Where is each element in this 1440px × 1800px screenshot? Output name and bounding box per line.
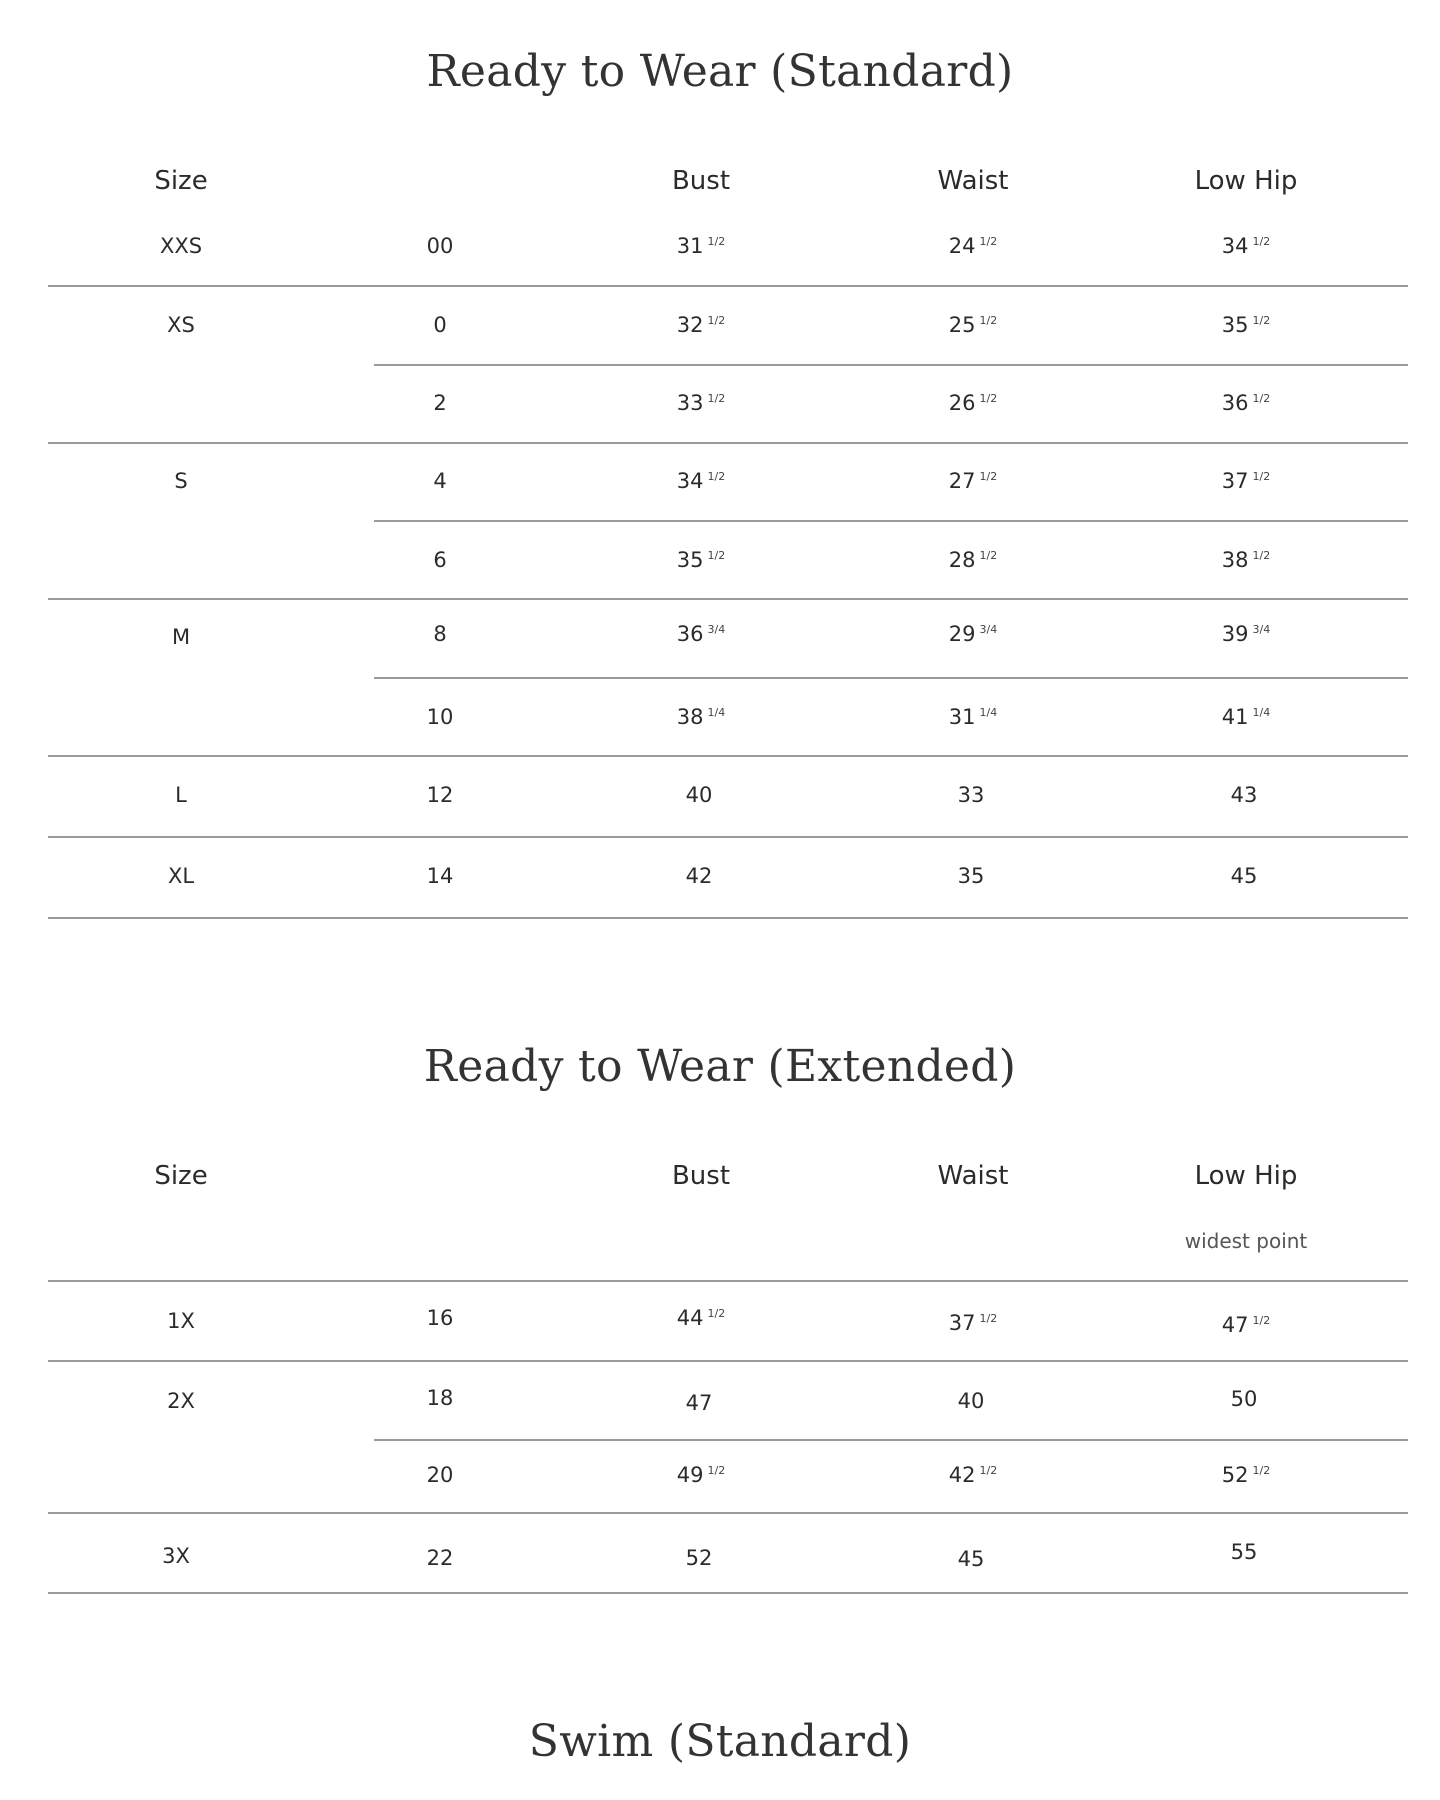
numeric-size: 14 xyxy=(426,864,454,888)
numeric-size: 00 xyxy=(426,234,454,258)
size-label: M xyxy=(171,625,191,649)
row-divider xyxy=(48,285,1408,287)
row-divider xyxy=(48,598,1408,600)
row-divider xyxy=(374,1439,1408,1441)
bust-value: 47 xyxy=(685,1391,713,1415)
header-low-hip: Low Hip xyxy=(1194,1161,1298,1191)
size-label: 2X xyxy=(167,1389,195,1413)
waist-value: 42 $^{1/2}$ xyxy=(948,1463,998,1487)
waist-value: 25 $^{1/2}$ xyxy=(948,313,998,337)
hip-value: 39 $^{3/4}$ xyxy=(1221,622,1271,646)
size-label: XS xyxy=(167,313,195,337)
numeric-size: 8 xyxy=(433,622,447,646)
numeric-size: 10 xyxy=(426,705,454,729)
size-label: XXS xyxy=(159,234,203,258)
numeric-size: 6 xyxy=(433,548,447,572)
row-divider xyxy=(374,364,1408,366)
size-label: 1X xyxy=(167,1309,195,1333)
header-waist: Waist xyxy=(937,166,1009,196)
header-bust: Bust xyxy=(671,1161,731,1191)
row-divider xyxy=(48,1360,1408,1362)
waist-value: 24 $^{1/2}$ xyxy=(948,234,998,258)
bust-value: 40 xyxy=(685,783,713,807)
waist-value: 27 $^{1/2}$ xyxy=(948,469,998,493)
waist-value: 40 xyxy=(957,1389,985,1413)
bust-value: 44 $^{1/2}$ xyxy=(676,1306,726,1330)
row-divider xyxy=(48,442,1408,444)
row-divider xyxy=(48,1280,1408,1282)
numeric-size: 2 xyxy=(433,391,447,415)
header-low-hip: Low Hip xyxy=(1194,166,1298,196)
size-label: XL xyxy=(167,864,195,888)
bust-value: 52 xyxy=(685,1546,713,1570)
row-divider xyxy=(48,755,1408,757)
header-bust: Bust xyxy=(671,166,731,196)
hip-value: 55 xyxy=(1230,1540,1258,1564)
waist-value: 29 $^{3/4}$ xyxy=(948,622,998,646)
bust-value: 31 $^{1/2}$ xyxy=(676,234,726,258)
header-size: Size xyxy=(154,166,208,196)
row-divider xyxy=(48,836,1408,838)
hip-value: 45 xyxy=(1230,864,1258,888)
row-divider xyxy=(48,917,1408,919)
numeric-size: 0 xyxy=(433,313,447,337)
hip-value: 41 $^{1/4}$ xyxy=(1221,705,1271,729)
hip-value: 47 $^{1/2}$ xyxy=(1221,1313,1271,1337)
hip-value: 37 $^{1/2}$ xyxy=(1221,469,1271,493)
size-label: 3X xyxy=(162,1544,190,1568)
waist-value: 45 xyxy=(957,1547,985,1571)
hip-value: 35 $^{1/2}$ xyxy=(1221,313,1271,337)
bust-value: 35 $^{1/2}$ xyxy=(676,548,726,572)
waist-value: 31 $^{1/4}$ xyxy=(948,705,998,729)
hip-value: 34 $^{1/2}$ xyxy=(1221,234,1271,258)
bust-value: 36 $^{3/4}$ xyxy=(676,622,726,646)
waist-value: 28 $^{1/2}$ xyxy=(948,548,998,572)
hip-value: 38 $^{1/2}$ xyxy=(1221,548,1271,572)
numeric-size: 20 xyxy=(426,1463,454,1487)
hip-value: 50 xyxy=(1230,1387,1258,1411)
bust-value: 38 $^{1/4}$ xyxy=(676,705,726,729)
bust-value: 34 $^{1/2}$ xyxy=(676,469,726,493)
row-divider xyxy=(374,677,1408,679)
hip-value: 36 $^{1/2}$ xyxy=(1221,391,1271,415)
waist-value: 35 xyxy=(957,864,985,888)
row-divider xyxy=(374,520,1408,522)
hip-value: 43 xyxy=(1230,783,1258,807)
numeric-size: 4 xyxy=(433,469,447,493)
waist-value: 37 $^{1/2}$ xyxy=(948,1311,998,1335)
numeric-size: 22 xyxy=(426,1546,454,1570)
bust-value: 32 $^{1/2}$ xyxy=(676,313,726,337)
row-divider xyxy=(48,1592,1408,1594)
standard-title: Ready to Wear (Standard) xyxy=(426,46,1014,97)
hip-value: 52 $^{1/2}$ xyxy=(1221,1463,1271,1487)
waist-value: 33 xyxy=(957,783,985,807)
low-hip-note: widest point xyxy=(1184,1229,1308,1253)
header-waist: Waist xyxy=(937,1161,1009,1191)
size-label: S xyxy=(174,469,188,493)
swim-title: Swim (Standard) xyxy=(528,1716,912,1767)
row-divider xyxy=(48,1512,1408,1514)
bust-value: 42 xyxy=(685,864,713,888)
bust-value: 49 $^{1/2}$ xyxy=(676,1463,726,1487)
numeric-size: 12 xyxy=(426,783,454,807)
waist-value: 26 $^{1/2}$ xyxy=(948,391,998,415)
numeric-size: 18 xyxy=(426,1386,454,1410)
numeric-size: 16 xyxy=(426,1306,454,1330)
bust-value: 33 $^{1/2}$ xyxy=(676,391,726,415)
header-size: Size xyxy=(154,1161,208,1191)
size-label: L xyxy=(175,783,187,807)
extended-title: Ready to Wear (Extended) xyxy=(423,1041,1017,1092)
